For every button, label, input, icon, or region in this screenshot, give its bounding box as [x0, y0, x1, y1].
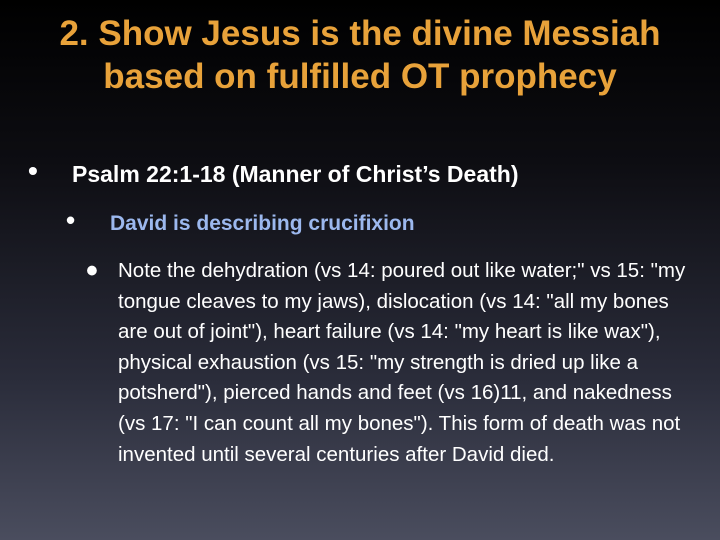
bullet-level-2 [66, 206, 415, 242]
bullet-level-1-text: Psalm 22:1-18 (Manner of Christ’s Death) [72, 161, 519, 187]
bullet-level-3 [86, 252, 698, 470]
bullet-level-2-text: David is describing crucifixion [110, 212, 415, 235]
bullet-dot-icon: • [28, 155, 38, 186]
slide-title: 2. Show Jesus is the divine Messiah based on fulfilled OT prophecy [59, 14, 661, 96]
bullet-level-3-text: Note the dehydration (vs 14: poured out like water;" vs 15: "my tongue cleaves to my jaws), dislocation (vs 14: "all my bones are out of joint"), heart failure (vs 14: "my heart is like wax"), physical exhaustion (vs 15: "my strength is dried up like a potsherd"), pierced hands and feet (vs 16)11, and nakedness (vs 17: "I can count all my bones"). This form of death was not invented until several centuries after David died. [118, 259, 686, 466]
bullet-dot-icon: • [66, 205, 76, 235]
bullet-level-1 [28, 156, 519, 192]
bullet-dot-icon: • [86, 252, 98, 290]
